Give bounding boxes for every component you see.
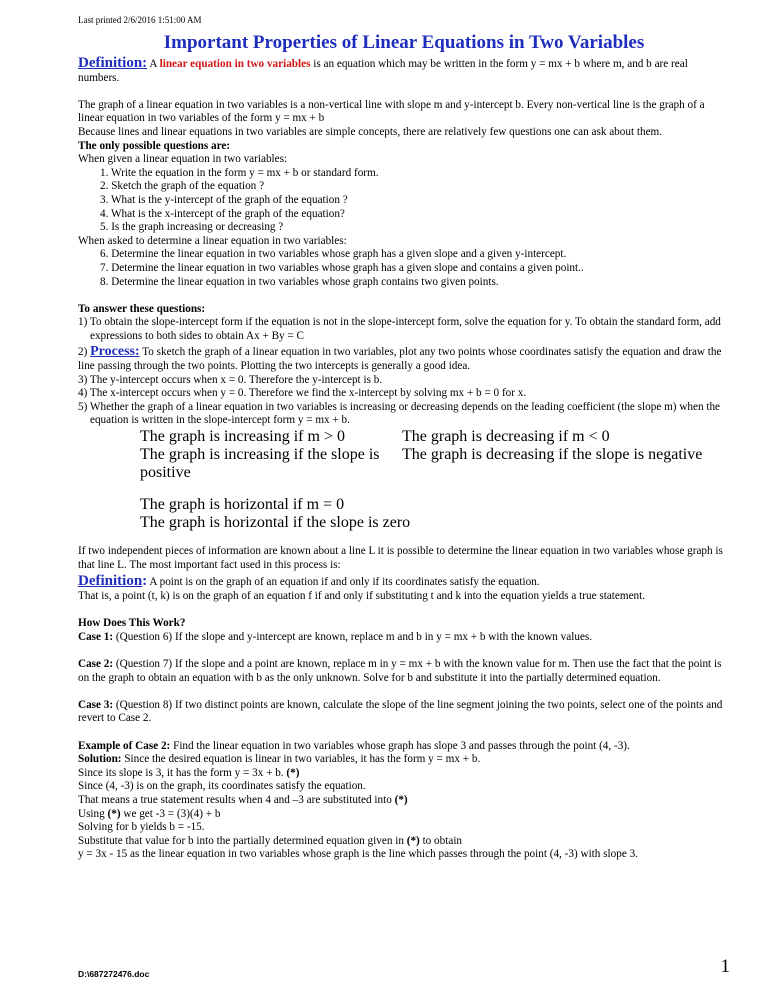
- list-item: 7. Determine the linear equation in two variables whose graph has a given slope and contains a given point..: [100, 261, 584, 274]
- case-3-label: Case 3:: [78, 698, 114, 711]
- definition-2-paragraph: [78, 575, 730, 590]
- answer-heading: To answer these questions:: [78, 302, 206, 315]
- increasing-m: The graph is increasing if m > 0: [140, 428, 345, 446]
- list-item: 5. Is the graph increasing or decreasing ?: [100, 221, 284, 234]
- solution-line-7-pre: Substitute that value for b into the partially determined equation given in: [78, 834, 407, 847]
- slope-table-row-1: [78, 428, 730, 446]
- example-heading: [78, 740, 730, 754]
- solution-line-6: Solving for b yields b = -15.: [78, 821, 205, 834]
- asked-list: [78, 248, 730, 289]
- solution-line-7-post: to obtain: [419, 834, 463, 847]
- solution-line-7: [78, 835, 730, 849]
- page-footer: [78, 956, 730, 982]
- horizontal-slope: The graph is horizontal if the slope is zero: [140, 513, 411, 531]
- answer-2-text: To sketch the graph of a linear equation in two variables, plot any two points whose coordinates satisfy the equation and draw the line passing through the two points. Plotting the two intercepts is generally a good idea.: [78, 346, 722, 373]
- list-item: 4. What is the x-intercept of the graph of the equation?: [100, 207, 345, 220]
- solution-line-2: [78, 767, 730, 781]
- list-item: 8. Determine the linear equation in two variables whose graph contains two given points.: [100, 275, 499, 288]
- definition-pre: A: [147, 58, 160, 70]
- solution-line-2-text: Since its slope is 3, it has the form y = 3x + b.: [78, 766, 287, 779]
- solution-line-5-post: we get -3 = (3)(4) + b: [120, 807, 221, 820]
- definition-label: Definition:: [78, 55, 148, 71]
- case-2-label: Case 2:: [78, 657, 114, 670]
- given-heading: When given a linear equation in two variables:: [78, 153, 288, 166]
- independent-paragraph: If two independent pieces of information are known about a line L it is possible to determine the linear equation in two variables whose graph is that line L. The most important fact used in this process is:: [78, 545, 723, 571]
- list-item: 2. Sketch the graph of the equation ?: [100, 180, 265, 193]
- solution-line-3: Since (4, -3) is on the graph, its coordinates satisfy the equation.: [78, 780, 366, 793]
- solution-line-5: [78, 808, 730, 822]
- answer-4: 4) The x-intercept occurs when y = 0. Therefore we find the x-intercept by solving mx + b = 0 for x.: [78, 387, 527, 400]
- solution-line-8: y = 3x - 15 as the linear equation in two variables whose graph is the line which passes through the point (4, -3) with slope 3.: [78, 848, 638, 861]
- list-item: 6. Determine the linear equation in two variables whose graph has a given slope and a given y-intercept.: [100, 248, 567, 261]
- footer-file-path: D:\687272476.doc: [78, 969, 150, 979]
- how-heading: How Does This Work?: [78, 617, 186, 630]
- answer-1: 1) To obtain the slope-intercept form if the equation is not in the slope-intercept form, solve the equation for y. To obtain the standard form, add expressions to both sides to obtain Ax + By = C: [78, 316, 721, 342]
- intro-paragraph-1: The graph of a linear equation in two variables is a non-vertical line with slope m and y-intercept b. Every non-vertical line is the graph of a linear equation in two variables of the form y = mx + b: [78, 98, 705, 125]
- case-3-text: (Question 8) If two distinct points are known, calculate the slope of the line segment joining the two points, select one of the points and revert to Case 2.: [78, 698, 723, 725]
- slope-table-row-2: [78, 446, 730, 482]
- example-label: Example of Case 2:: [78, 739, 171, 752]
- questions-heading: The only possible questions are:: [78, 139, 231, 152]
- example-text: Find the linear equation in two variables whose graph has slope 3 and passes through the point (4, -3).: [170, 739, 630, 752]
- star-marker: (*): [107, 807, 121, 820]
- page-title: Important Properties of Linear Equations in Two Variables: [163, 32, 645, 53]
- list-item: 3. What is the y-intercept of the graph of the equation ?: [100, 193, 348, 206]
- document-page: [78, 14, 730, 862]
- case-1: [78, 631, 730, 645]
- last-printed: Last printed 2/6/2016 1:51:00 AM: [78, 15, 202, 25]
- case-1-text: (Question 6) If the slope and y-intercept are known, replace m and b in y = mx + b with the known values.: [113, 630, 593, 643]
- star-marker: (*): [394, 793, 408, 806]
- horizontal-m: The graph is horizontal if m = 0: [140, 495, 345, 513]
- definition-2-text: A point is on the graph of an equation if and only if its coordinates satisfy the equation.: [147, 576, 540, 589]
- decreasing-m: The graph is decreasing if m < 0: [402, 428, 610, 446]
- star-marker: (*): [406, 834, 420, 847]
- case-1-label: Case 1:: [78, 630, 114, 643]
- decreasing-slope: The graph is decreasing if the slope is negative: [402, 446, 703, 464]
- process-label: Process:: [90, 344, 140, 360]
- solution-line-4: [78, 794, 730, 808]
- answer-2-number: 2): [78, 346, 91, 359]
- horizontal-row-1: [78, 496, 730, 514]
- list-item: 1. Write the equation in the form y = mx + b or standard form.: [100, 166, 379, 179]
- case-2: [78, 658, 730, 685]
- asked-heading: When asked to determine a linear equation in two variables:: [78, 234, 347, 247]
- answer-5: 5) Whether the graph of a linear equation in two variables is increasing or decreasing depends on the leading coefficient (the slope m) when the equation is written in the slope-intercept form y = mx + b.: [78, 400, 721, 427]
- case-3: [78, 699, 730, 726]
- solution-label: Solution:: [78, 753, 122, 766]
- solution-text: Since the desired equation is linear in two variables, it has the form y = mx + b.: [121, 753, 481, 766]
- definition-text: is an equation which may be written in the form y = mx + b where m, and b are real numbers.: [78, 58, 688, 84]
- increasing-slope: The graph is increasing if the slope is positive: [140, 446, 380, 482]
- star-marker: (*): [286, 766, 300, 779]
- given-list: [78, 167, 730, 235]
- solution-line-4-text: That means a true statement results when 4 and –3 are substituted into: [78, 793, 395, 806]
- intro-paragraph-2: Because lines and linear equations in two variables are simple concepts, there are relatively few questions one can ask about them.: [78, 125, 663, 138]
- horizontal-row-2: [78, 514, 730, 532]
- definition-2-colon: :: [142, 573, 148, 590]
- definition-paragraph: [78, 57, 730, 85]
- solution-line-5-pre: Using: [78, 807, 108, 820]
- definition-term: linear equation in two variables: [159, 58, 311, 70]
- that-is-paragraph: That is, a point (t, k) is on the graph of an equation f if and only if substituting t and k into the equation yields a true statement.: [78, 590, 646, 602]
- answer-2: [78, 345, 730, 373]
- case-2-text: (Question 7) If the slope and a point are known, replace m in y = mx + b with the known value for m. Then use the fact that the point is on the graph to obtain an equation with b as the only unknown. Solve for b and substitute it into the partially determined equation.: [78, 657, 722, 684]
- definition-2-label: Definition: [78, 573, 143, 590]
- answer-3: 3) The y-intercept occurs when x = 0. Therefore the y-intercept is b.: [78, 373, 383, 386]
- page-number: 1: [720, 956, 730, 977]
- solution-line: [78, 753, 730, 767]
